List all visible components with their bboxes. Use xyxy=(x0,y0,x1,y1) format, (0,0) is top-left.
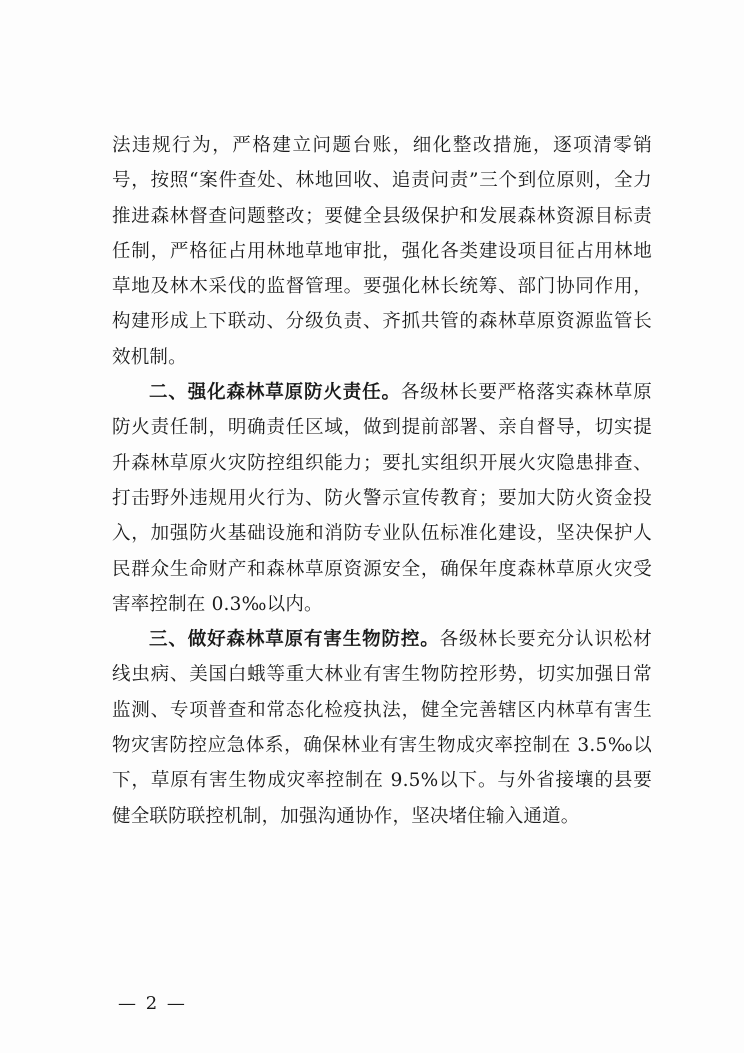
paragraph-text: 各级林长要严格落实森林草原防火责任制，明确责任区域，做到提前部署、亲自督导，切实提升森林草原火灾防控组织能力；要扎实组织开展火灾隐患排查、打击野外违规用火行为、防火警示宣传教育；要加大防火资金投入，加强防火基础设施和消防专业队伍标准化建设，坚决保护人民群众生命财产和森林草原资源安全，确保年度森林草原火灾受害率控制在 0.3‰以内。 xyxy=(112,382,652,615)
paragraph-text: 各级林长要充分认识松材线虫病、美国白蛾等重大林业有害生物防控形势，切实加强日常监测、专项普查和常态化检疫执法，健全完善辖区内林草有害生物灾害防控应急体系，确保林业有害生物成灾率控制在 3.5‰以下，草原有害生物成灾率控制在 9.5%以下。与外省接壤的县要健全联防联控机制，加强沟通协作，坚决堵住输入通道。 xyxy=(112,629,652,827)
paragraph-continuation xyxy=(112,128,652,375)
paragraph-text: 法违规行为，严格建立问题台账，细化整改措施，逐项清零销号，按照“案件查处、林地回收、追责问责”三个到位原则，全力推进森林督查问题整改；要健全县级保护和发展森林资源目标责任制，严格征占用林地草地审批，强化各类建设项目征占用林地草地及林木采伐的监督管理。要强化林长统筹、部门协同作用，构建形成上下联动、分级负责、齐抓共管的森林草原资源监管长效机制。 xyxy=(112,135,652,368)
section-heading-fire-prevention: 二、强化森林草原防火责任。 xyxy=(149,382,401,404)
section-heading-pest-control: 三、做好森林草原有害生物防控。 xyxy=(149,629,440,651)
paragraph-pest-control xyxy=(112,622,652,834)
document-body xyxy=(112,128,652,834)
paragraph-fire-prevention xyxy=(112,375,652,622)
page-number: — 2 — xyxy=(118,993,187,1014)
